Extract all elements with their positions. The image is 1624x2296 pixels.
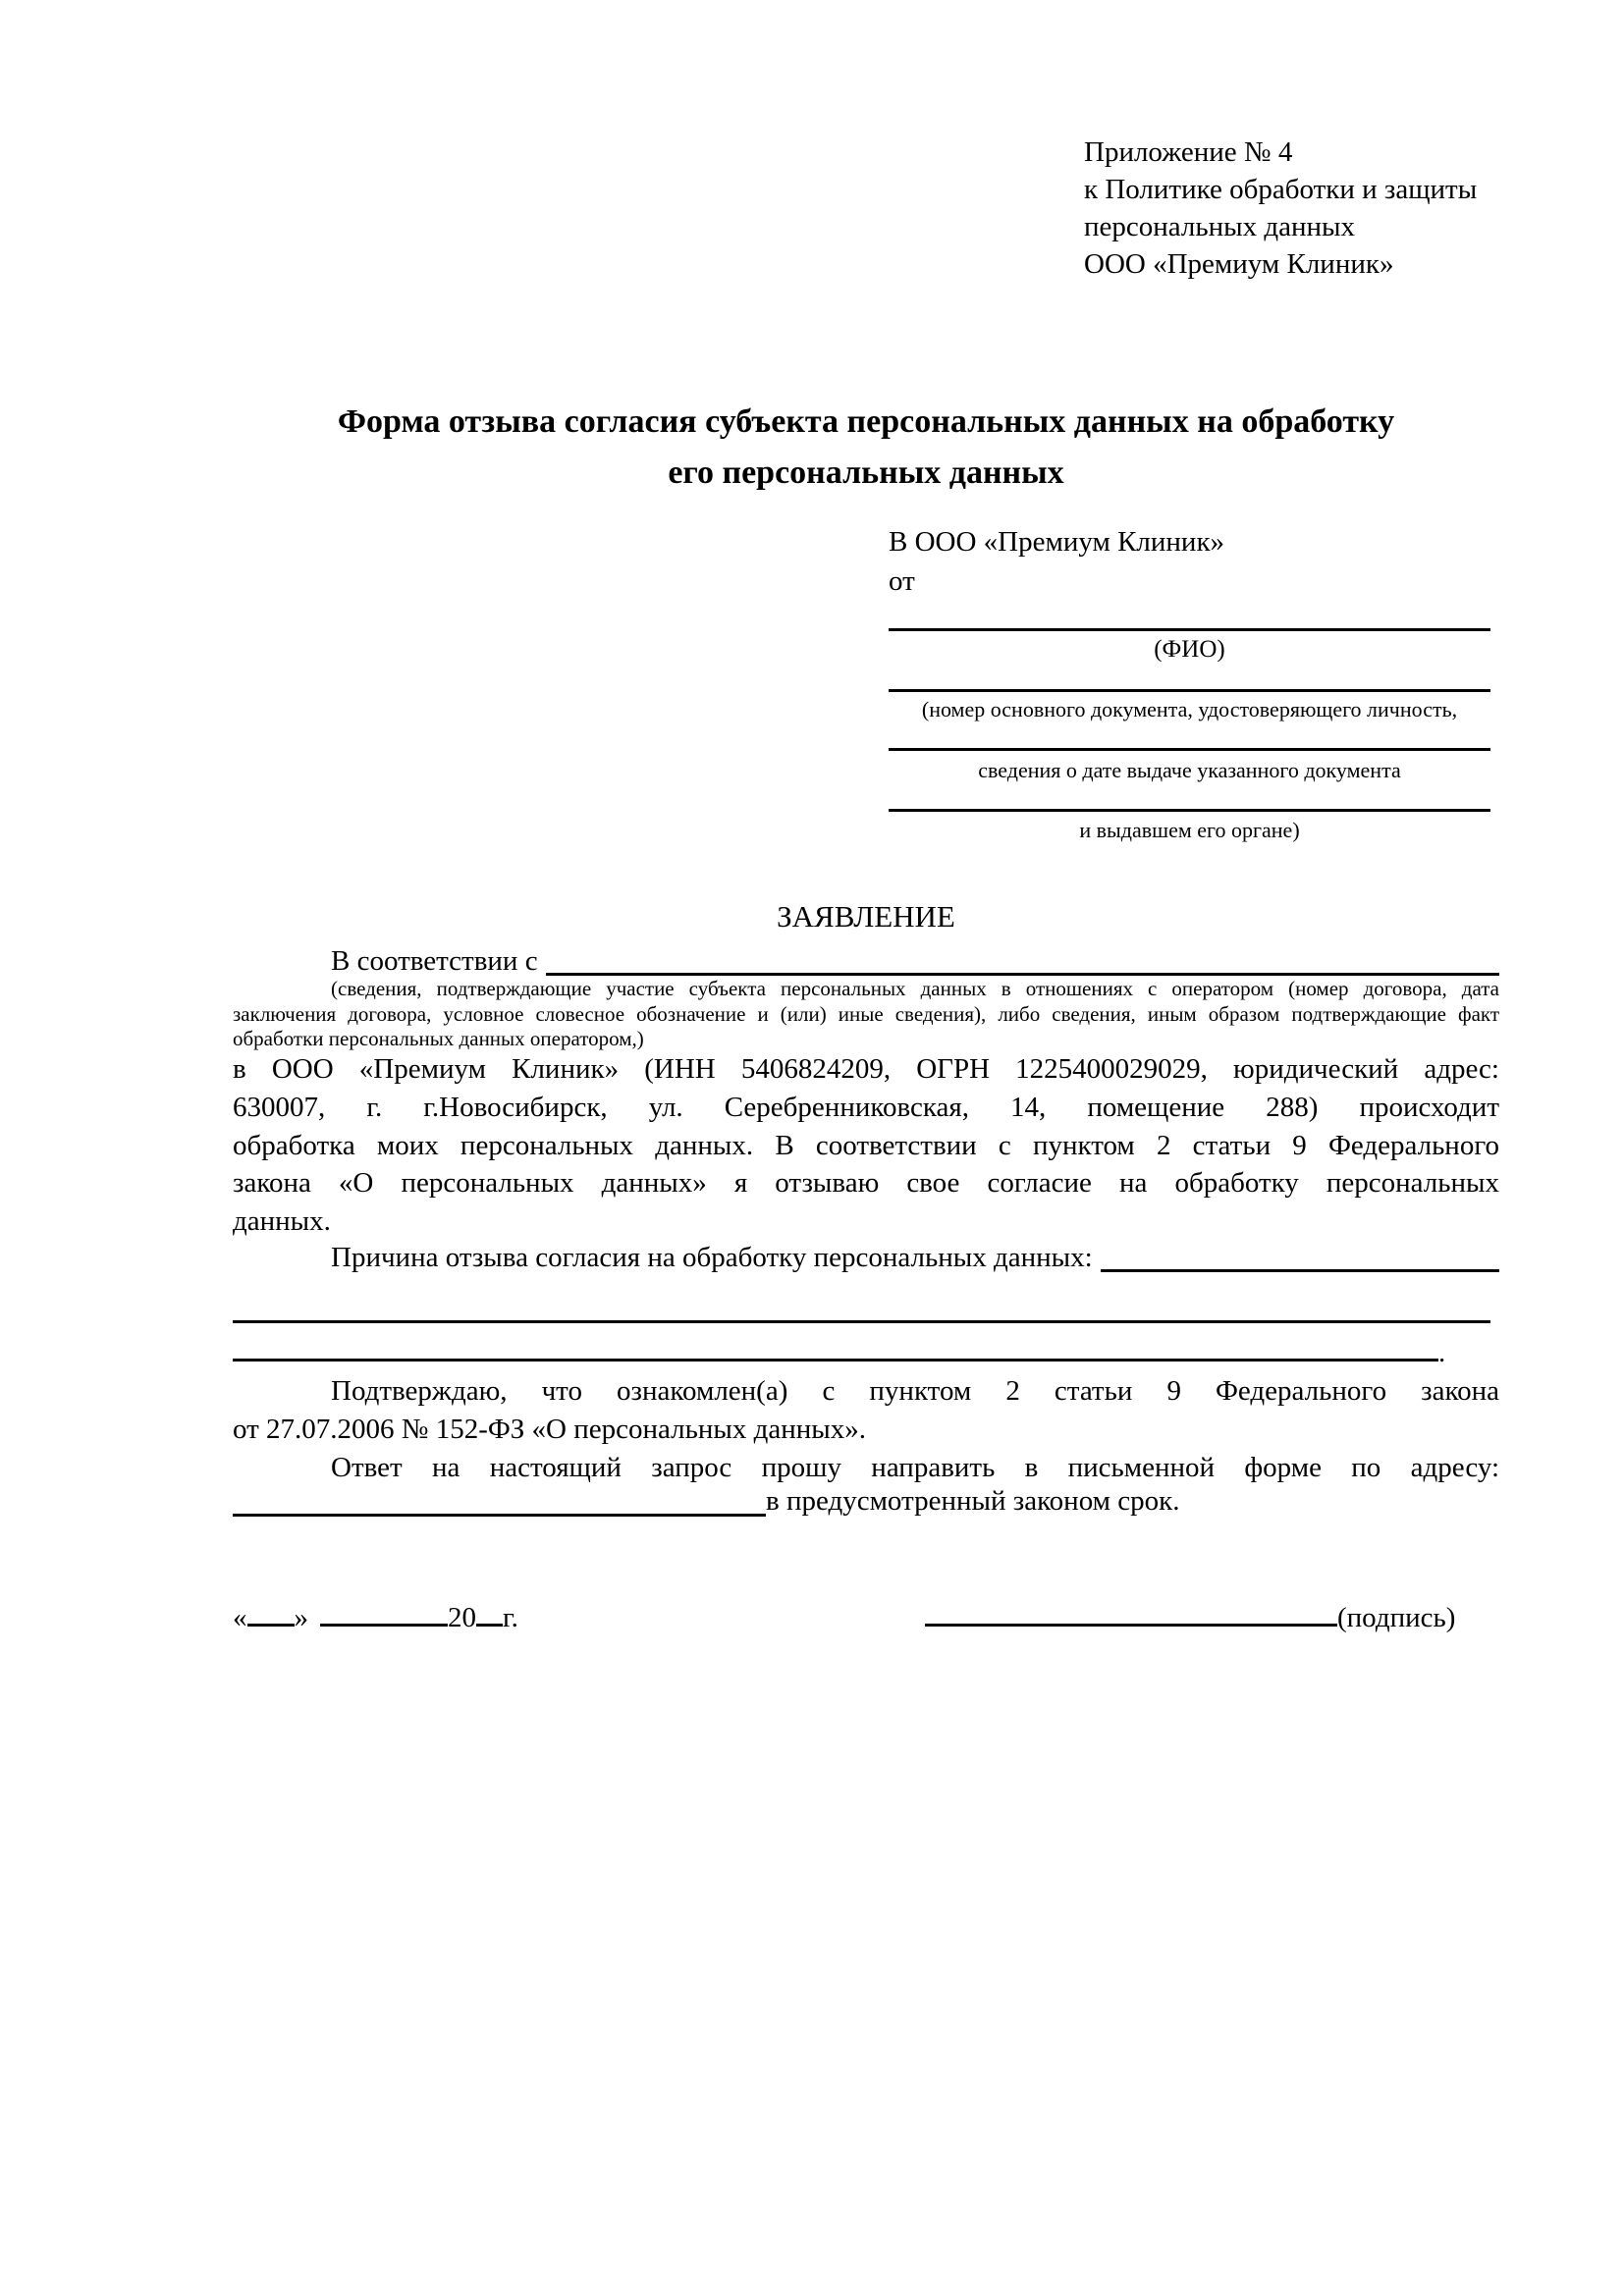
reply-line-1: Ответ на настоящий запрос прошу направить в письменной форме по адресу: xyxy=(331,1452,1499,1483)
form-title xyxy=(233,397,1499,499)
doc-date-blank-line xyxy=(889,748,1490,751)
signature-area xyxy=(925,1598,1455,1634)
doc-date-label: сведения о дате выдаче указанного документа xyxy=(978,758,1401,782)
statement-heading: ЗАЯВЛЕНИЕ xyxy=(777,899,955,934)
signature-label: (подпись) xyxy=(1337,1602,1456,1633)
reason-blank-line xyxy=(1101,1269,1499,1272)
appendix-note xyxy=(1084,133,1477,283)
doc-number-label: (номер основного документа, удостоверяющего личность, xyxy=(921,697,1458,721)
confirm-line: Подтверждаю, что ознакомлен(а) с пунктом 2 статьи 9 Федерального закона xyxy=(331,1375,1499,1407)
doc-number-blank-line xyxy=(889,689,1490,692)
reason-blank-line-3 xyxy=(233,1333,1438,1362)
body-line: обработка моих персональных данных. В соответствии с пунктом 2 статьи 9 Федерального xyxy=(233,1129,1499,1161)
day-blank-line xyxy=(247,1598,295,1627)
reason-blank-line-3-row xyxy=(233,1333,1499,1368)
fio-label: (ФИО) xyxy=(1154,636,1225,663)
year-suffix: г. xyxy=(503,1602,518,1633)
year-blank-line xyxy=(476,1598,503,1627)
date-signature-row xyxy=(233,1598,1499,1643)
date-line xyxy=(233,1598,518,1634)
month-blank-line xyxy=(320,1598,448,1627)
confirm-line: от 27.07.2006 № 152-ФЗ «О персональных данных». xyxy=(233,1413,867,1445)
body-line: закона «О персональных данных» я отзываю свое согласие на обработку персональных xyxy=(233,1167,1499,1200)
accordance-blank-line xyxy=(546,973,1499,976)
reply-line-2 xyxy=(233,1482,1499,1521)
reason-blank-line-2 xyxy=(233,1320,1490,1323)
form-title-line: Форма отзыва согласия субъекта персональных данных на обработку xyxy=(337,403,1395,440)
accordance-row xyxy=(233,942,1499,981)
appendix-line: персональных данных xyxy=(1084,211,1356,242)
body-paragraph xyxy=(233,1050,1499,1241)
fine-print-line: заключения договора, условное словесное обозначение и (или) иные сведения), либо сведения, иным образом подтверждающие факт xyxy=(233,1001,1499,1026)
doc-issuer-blank-line xyxy=(889,809,1490,812)
recipient-to: В ООО «Премиум Клиник» xyxy=(889,526,1225,558)
body-line: 630007, г. г.Новосибирск, ул. Серебренниковская, 14, помещение 288) происходит xyxy=(233,1091,1499,1123)
fine-print-line: обработки персональных данных оператором,) xyxy=(233,1027,644,1050)
reason-label: Причина отзыва согласия на обработку персональных данных: xyxy=(331,1242,1093,1273)
recipient-from: от xyxy=(889,565,915,597)
reason-row xyxy=(233,1239,1499,1277)
reply-line-2-suffix: в предусмотренный законом срок. xyxy=(766,1485,1180,1517)
doc-issuer-label: и выдавшем его органе) xyxy=(1079,818,1300,842)
appendix-line: Приложение № 4 xyxy=(1084,136,1293,168)
confirm-paragraph xyxy=(233,1372,1499,1449)
body-line: в ООО «Премиум Клиник» (ИНН 5406824209, ОГРН 1225400029029, юридический адрес: xyxy=(233,1053,1499,1085)
fine-print-line: (сведения, подтверждающие участие субъекта персональных данных в отношениях с оператором (номер договора, дата xyxy=(331,977,1499,1000)
sentence-period: . xyxy=(1438,1337,1446,1368)
fio-blank-line xyxy=(889,628,1490,631)
appendix-line: ООО «Премиум Клиник» xyxy=(1084,248,1394,280)
body-line: данных. xyxy=(233,1205,331,1238)
form-title-line: его персональных данных xyxy=(668,454,1064,491)
fine-print xyxy=(233,977,1499,1052)
accordance-prefix: В соответствии с xyxy=(331,945,538,977)
open-quote: « xyxy=(233,1602,247,1633)
close-quote: » xyxy=(294,1602,308,1633)
year-prefix: 20 xyxy=(448,1602,476,1633)
signature-blank-line xyxy=(925,1598,1337,1627)
address-blank-line xyxy=(233,1488,766,1517)
appendix-line: к Политике обработки и защиты xyxy=(1084,174,1478,205)
